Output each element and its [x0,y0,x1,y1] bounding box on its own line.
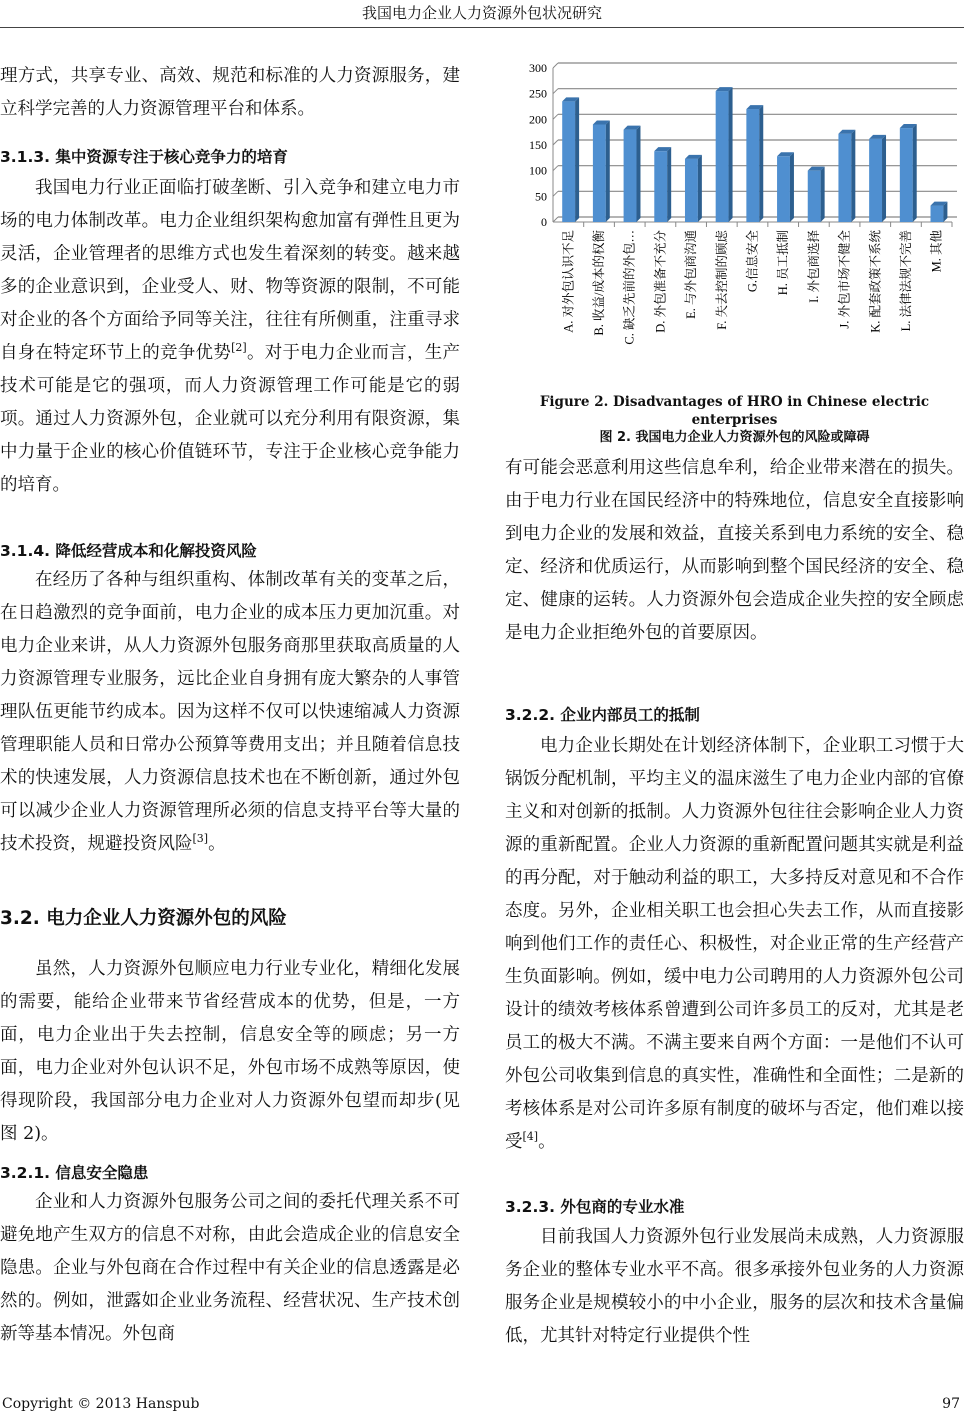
bar-side [851,130,855,222]
paragraph [505,730,964,1159]
y-tick-label: 200 [529,112,547,127]
y-tick-label: 250 [529,86,547,101]
paragraph: 理方式，共享专业、高效、规范和标准的人力资源服务，建立科学完善的人力资源管理平台和体系。 [0,66,460,119]
paragraph: 企业和人力资源外包服务公司之间的委托代理关系不可避免地产生双方的信息不对称，由此会造成企业的信息安全隐患。企业与外包商在合作过程中有关企业的信息透露是必然的。例如，泄露如企业业务流程、经营状况、生产技术创新等基本情况。外包商 [0,1192,460,1344]
y-tick-label: 300 [529,61,547,75]
bar [624,130,637,222]
gridline-depth [553,140,558,145]
bar [900,128,913,222]
figure-caption [505,393,964,447]
x-tick-label: H. 员工抵制 [776,230,791,296]
gridline-depth [553,166,558,171]
paragraph-text: 在经历了各种与组织重构、体制改革有关的变革之后，在日趋激烈的竞争面前，电力企业的成本压力更加沉重。对电力企业来讲，从人力资源外包服务商那里获取高质量的人力资源管理专业服务，远比企业自身拥有庞大繁杂的人事管理队伍更能节约成本。因为这样不仅可以快速缩减人力资源管理职能人员和日常办公预算等费用支出；并且随着信息技术的快速发展，人力资源信息技术也在不断创新，通过外包可以减少企业人力资源管理所必须的信息支持平台等大量的技术投资，规避投资风险 [0,570,460,854]
y-tick-label: 50 [535,189,547,204]
running-header: 我国电力企业人力资源外包状况研究 [361,4,602,22]
gridline-depth [553,217,558,222]
x-tick-label: L. 法律法规不完善 [898,230,913,332]
bar-side [913,124,917,222]
bar-side [729,87,733,222]
x-tick-label: M. 其他 [929,230,944,273]
header-divider [0,27,964,28]
section-heading-3-1-4: 3.1.4. 降低经营成本和化解投资风险 [0,542,257,560]
section-heading-3-2-2: 3.2.2. 企业内部员工的抵制 [505,706,700,724]
caption-en: Figure 2. Disadvantages of HRO in Chinese electric enterprises [539,394,930,428]
caption-zh: 图 2. 我国电力企业人力资源外包的风险或障碍 [599,430,870,445]
bar [808,171,821,222]
bar-side [636,126,640,222]
section-heading-3-2: 3.2. 电力企业人力资源外包的风险 [0,908,287,929]
gridline-depth [553,63,558,68]
bar [593,124,606,222]
citation-ref[interactable]: [3] [192,832,209,846]
section-heading-3-1-3: 3.1.3. 集中资源专注于核心竞争力的培育 [0,148,288,166]
bar-side [575,97,579,222]
paragraph: 虽然，人力资源外包顺应电力行业专业化，精细化发展的需要，能给企业带来节省经营成本的优势，但是，一方面，电力企业出于失去控制，信息安全等的顾虑；另一方面，电力企业对外包认识不足，外包市场不成熟等原因，使得现阶段，我国部分电力企业对人力资源外包望而却步(见图 2)。 [0,959,460,1144]
paragraph-text: 。 [208,834,226,854]
bar [654,151,667,222]
paragraph [0,564,460,861]
paragraph [0,172,460,502]
x-tick-label: K. 配套政策不系统 [868,230,883,333]
bar [838,134,851,222]
x-tick-label: A. 对外包认识不足 [561,230,576,333]
bar-side [667,147,671,222]
bar-side [606,120,610,222]
bar [931,206,944,222]
citation-ref[interactable]: [4] [522,1130,539,1144]
citation-ref[interactable]: [2] [231,341,247,355]
section-heading-3-2-3: 3.2.3. 外包商的专业水准 [505,1198,685,1216]
gridline-depth [553,89,558,94]
bar [869,139,882,222]
y-tick-label: 150 [529,138,547,152]
x-tick-label: C. 缺乏先前的外包… [622,230,637,345]
x-tick-label: I. 外包商选择 [806,230,821,303]
gridline-depth [553,191,558,196]
gridline-depth [553,114,558,119]
bar [716,91,729,222]
paragraph-text: 电力企业长期处在计划经济体制下，企业职工习惯于大锅饭分配机制，平均主义的温床滋生了电力企业内部的官僚主义和对创新的抵制。人力资源外包往往会影响企业人力资源的重新配置。企业人力资源的重新配置问题其实就是利益的再分配，对于触动利益的职工，大多持反对意见和不合作态度。另外，企业相关职工也会担心失去工作，从而直接影响到他们工作的责任心、积极性，对企业正常的生产经营产生负面影响。例如，缓中电力公司聘用的人力资源外包公司设计的绩效考核体系曾遭到公司许多员工的反对，尤其是老员工的极大不满。不满主要来自两个方面：一是他们不认可外包公司收集到信息的真实性，准确性和全面性；二是新的考核体系是对公司许多原有制度的破坏与否定，他们难以接受 [505,736,964,1152]
bar [777,156,790,222]
bar-side [882,135,886,222]
y-tick-label: 100 [529,163,547,178]
page-number: 97 [942,1396,960,1412]
x-tick-label: E. 与外包商沟通 [684,230,699,319]
bar-chart [505,50,964,370]
y-tick-label: 0 [541,215,547,229]
bar [685,159,698,222]
x-tick-label: B. 收益/成本的权衡 [592,230,607,336]
bar-side [698,155,702,222]
x-tick-label: D. 外包准备不充分 [653,230,668,333]
paragraph: 目前我国人力资源外包行业发展尚未成熟，人力资源服务企业的整体专业水平不高。很多承接外包业务的人力资源服务企业是规模较小的中小企业，服务的层次和技术含量偏低，尤其针对特定行业提供个性 [505,1227,964,1346]
copyright: Copyright © 2013 Hanspub [2,1396,200,1412]
paragraph-text: 。对于电力企业而言，生产技术可能是它的强项，而人力资源管理工作可能是它的弱项。通过人力资源外包，企业就可以充分利用有限资源，集中力量于企业的核心价值链环节，专注于企业核心竞争能力的培育。 [0,343,461,495]
paragraph: 有可能会恶意利用这些信息牟利，给企业带来潜在的损失。由于电力行业在国民经济中的特殊地位，信息安全直接影响到电力企业的发展和效益，直接关系到电力系统的安全、稳定、经济和优质运行，从而影响到整个国民经济的安全、稳定、健康的运转。人力资源外包会造成企业失控的安全顾虑是电力企业拒绝外包的首要原因。 [505,458,964,643]
paragraph-text: 我国电力行业正面临打破垄断、引入竞争和建立电力市场的电力体制改革。电力企业组织架构愈加富有弹性且更为灵活，企业管理者的思维方式也发生着深刻的转变。越来越多的企业意识到，企业受人、财、物等资源的限制，不可能对企业的各个方面给予同等关注，往往有所侧重，注重寻求自身在特定环节上的竞争优势 [0,178,460,363]
bar [562,101,575,222]
x-tick-label: F. 失去控制的顾虑 [714,230,729,330]
bar-side [821,167,825,222]
x-tick-label: J. 外包市场不健全 [837,230,852,329]
bar-side [759,105,763,222]
bar-side [790,152,794,222]
x-tick-label: G.信息安全 [745,230,760,293]
bar [746,109,759,222]
section-heading-3-2-1: 3.2.1. 信息安全隐患 [0,1164,149,1182]
paragraph-text: 。 [538,1132,556,1152]
